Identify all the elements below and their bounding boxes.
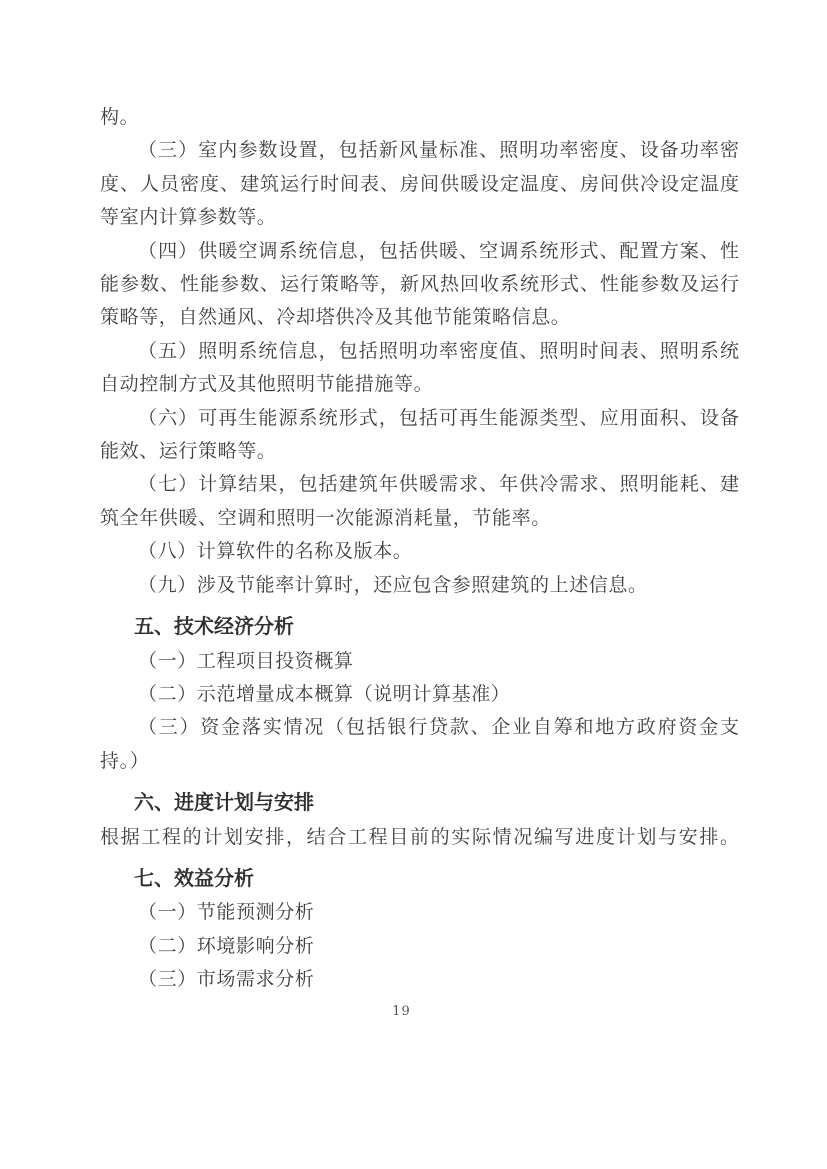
text-line: 策略等，自然通风、冷却塔供冷及其他节能策略信息。 xyxy=(100,306,571,329)
section-heading: 七、效益分析 xyxy=(134,867,254,890)
text-line: 筑全年供暖、空调和照明一次能源消耗量，节能率。 xyxy=(100,506,551,529)
text-line: （二）示范增量成本概算（说明计算基准） xyxy=(138,682,511,705)
text-line: （一）工程项目投资概算 xyxy=(138,649,354,672)
text-line: （五）照明系统信息，包括照明功率密度值、照明时间表、照明系统 xyxy=(138,339,739,362)
text-line: （三）市场需求分析 xyxy=(138,968,315,991)
page-number: 19 xyxy=(392,1004,411,1019)
text-line: 根据工程的计划安排，结合工程目前的实际情况编写进度计划与安排。 xyxy=(100,825,739,848)
text-line: 度、人员密度、建筑运行时间表、房间供暖设定温度、房间供冷设定温度 xyxy=(100,172,739,195)
document-body xyxy=(100,101,739,997)
section-heading: 六、进度计划与安排 xyxy=(134,792,314,815)
text-line: （六）可再生能源系统形式，包括可再生能源类型、应用面积、设备 xyxy=(138,406,739,429)
text-line: 能效、运行策略等。 xyxy=(100,440,277,463)
text-line: 构。 xyxy=(100,106,140,128)
text-line: （四）供暖空调系统信息，包括供暖、空调系统形式、配置方案、性 xyxy=(138,239,739,262)
text-line: 等室内计算参数等。 xyxy=(100,206,277,229)
text-line: （三）资金落实情况（包括银行贷款、企业自筹和地方政府资金支 xyxy=(138,716,739,739)
text-line: （二）环境影响分析 xyxy=(138,934,315,957)
text-line: 持。） xyxy=(100,749,150,772)
section-heading: 五、技术经济分析 xyxy=(134,616,294,639)
text-line: （三）室内参数设置，包括新风量标准、照明功率密度、设备功率密 xyxy=(138,139,739,162)
text-line: 自动控制方式及其他照明节能措施等。 xyxy=(100,373,434,396)
text-line: （八）计算软件的名称及版本。 xyxy=(138,540,413,563)
text-line: 能参数、性能参数、运行策略等，新风热回收系统形式、性能参数及运行 xyxy=(100,273,739,296)
text-line: （一）节能预测分析 xyxy=(138,901,315,924)
text-line: （九）涉及节能率计算时，还应包含参照建筑的上述信息。 xyxy=(138,573,648,596)
text-line: （七）计算结果，包括建筑年供暖需求、年供冷需求、照明能耗、建 xyxy=(138,473,739,496)
